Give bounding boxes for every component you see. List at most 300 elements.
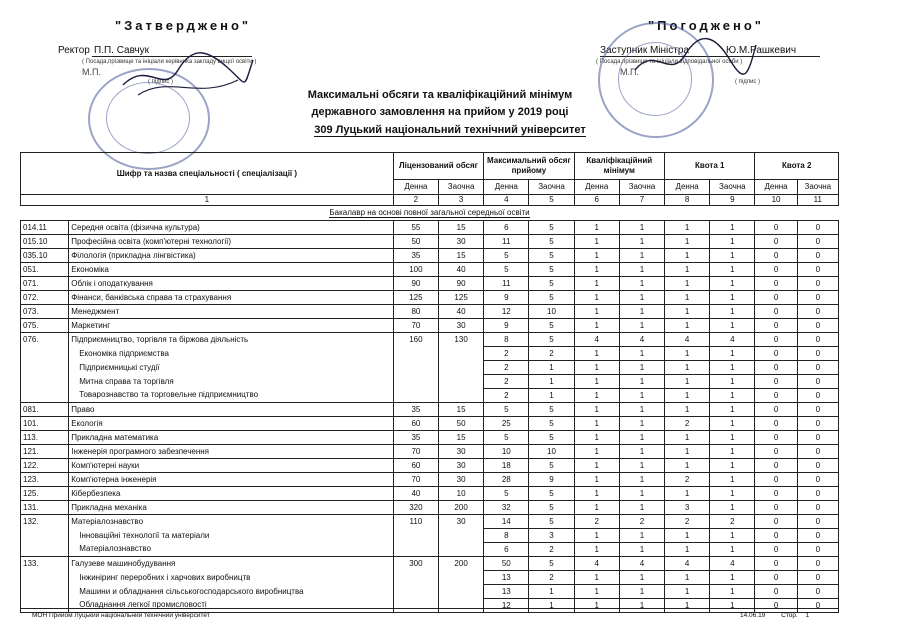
value-cell (393, 543, 438, 557)
specialty-code: 123. (21, 473, 69, 487)
mode-part: Заочна (797, 180, 838, 195)
column-number: 4 (484, 195, 529, 206)
value-cell: 8 (484, 333, 529, 347)
value-cell: 0 (797, 585, 838, 599)
specialty-code: 014.11 (21, 221, 69, 235)
value-cell: 1 (574, 501, 619, 515)
value-cell: 1 (665, 305, 710, 319)
value-cell: 14 (484, 515, 529, 529)
subspecialty-name: Інжиніринг переробних і харчових виробництв (69, 571, 394, 585)
specialty-code: 035.10 (21, 249, 69, 263)
mode-day: Денна (665, 180, 710, 195)
value-cell: 5 (529, 501, 574, 515)
specialty-code: 015.10 (21, 235, 69, 249)
value-cell: 1 (619, 445, 664, 459)
specialty-row (21, 319, 839, 333)
value-cell: 1 (619, 529, 664, 543)
value-cell: 2 (710, 515, 755, 529)
value-cell: 2 (484, 361, 529, 375)
value-cell: 1 (665, 431, 710, 445)
col-quota2-header: Квота 2 (755, 153, 839, 180)
section-row (21, 206, 839, 221)
value-cell: 0 (797, 235, 838, 249)
doc-heading-line2: державного замовлення на прийом у 2019 році (311, 106, 569, 118)
subspecialty-name: Інноваційні технології та матеріали (69, 529, 394, 543)
value-cell: 0 (797, 473, 838, 487)
value-cell: 1 (710, 417, 755, 431)
value-cell: 0 (755, 333, 797, 347)
section-title-cell (21, 206, 839, 221)
value-cell: 1 (529, 389, 574, 403)
rector-caption: ( Посада,прізвище та ініціали керівника закладу вищої освіти ) (82, 59, 257, 65)
specialty-name: Менеджмент (69, 305, 394, 319)
value-cell: 50 (393, 235, 438, 249)
value-cell: 5 (529, 417, 574, 431)
column-number: 10 (755, 195, 797, 206)
value-cell: 40 (393, 487, 438, 501)
value-cell: 1 (665, 487, 710, 501)
value-cell: 1 (665, 403, 710, 417)
subspecialty-row (21, 571, 839, 585)
value-cell: 0 (797, 459, 838, 473)
value-cell: 5 (484, 249, 529, 263)
value-cell: 0 (797, 347, 838, 361)
value-cell: 1 (710, 305, 755, 319)
value-cell: 0 (755, 571, 797, 585)
value-cell: 1 (619, 235, 664, 249)
value-cell: 1 (710, 389, 755, 403)
value-cell: 1 (619, 487, 664, 501)
value-cell: 10 (439, 487, 484, 501)
value-cell: 100 (393, 263, 438, 277)
value-cell: 1 (619, 389, 664, 403)
value-cell: 1 (710, 361, 755, 375)
subspecialty-row (21, 585, 839, 599)
specialty-code: 101. (21, 417, 69, 431)
value-cell: 70 (393, 445, 438, 459)
col-specialty-header: Шифр та назва спеціальності ( спеціалізації ) (21, 153, 394, 195)
value-cell: 1 (529, 361, 574, 375)
value-cell: 4 (574, 333, 619, 347)
value-cell: 13 (484, 571, 529, 585)
value-cell (393, 389, 438, 403)
value-cell: 35 (393, 249, 438, 263)
value-cell: 2 (619, 515, 664, 529)
value-cell: 1 (619, 473, 664, 487)
value-cell: 70 (393, 473, 438, 487)
value-cell: 1 (710, 249, 755, 263)
value-cell: 30 (439, 473, 484, 487)
value-cell: 0 (755, 543, 797, 557)
value-cell: 5 (529, 557, 574, 571)
value-cell: 5 (484, 431, 529, 445)
value-cell: 1 (574, 389, 619, 403)
value-cell: 1 (619, 277, 664, 291)
rector-signature (118, 40, 258, 110)
value-cell: 1 (574, 585, 619, 599)
value-cell: 1 (619, 361, 664, 375)
value-cell: 12 (484, 599, 529, 613)
value-cell: 0 (797, 319, 838, 333)
value-cell: 8 (484, 529, 529, 543)
value-cell: 5 (529, 221, 574, 235)
specialty-row (21, 291, 839, 305)
value-cell: 1 (574, 529, 619, 543)
value-cell: 1 (619, 347, 664, 361)
deputy-mp: М.П. (620, 67, 639, 77)
value-cell: 0 (755, 515, 797, 529)
value-cell: 9 (484, 319, 529, 333)
value-cell: 2 (484, 347, 529, 361)
value-cell (439, 571, 484, 585)
value-cell: 1 (574, 319, 619, 333)
value-cell: 5 (529, 249, 574, 263)
value-cell: 5 (529, 263, 574, 277)
column-number: 8 (665, 195, 710, 206)
value-cell: 0 (797, 529, 838, 543)
value-cell: 0 (755, 445, 797, 459)
specialty-code (21, 361, 69, 375)
specialty-code: 113. (21, 431, 69, 445)
subspecialty-row (21, 543, 839, 557)
value-cell: 0 (797, 403, 838, 417)
value-cell: 0 (755, 585, 797, 599)
value-cell: 5 (529, 277, 574, 291)
specialty-row (21, 515, 839, 529)
specialty-code: 133. (21, 557, 69, 571)
value-cell: 2 (665, 417, 710, 431)
value-cell: 1 (665, 375, 710, 389)
value-cell: 0 (797, 291, 838, 305)
subspecialty-name: Митна справа та торгівля (69, 375, 394, 389)
value-cell: 5 (529, 319, 574, 333)
value-cell: 2 (529, 543, 574, 557)
value-cell: 1 (619, 571, 664, 585)
value-cell: 15 (439, 431, 484, 445)
value-cell: 80 (393, 305, 438, 319)
value-cell: 0 (755, 235, 797, 249)
value-cell: 5 (484, 263, 529, 277)
value-cell: 40 (439, 305, 484, 319)
value-cell: 1 (665, 291, 710, 305)
value-cell: 1 (619, 291, 664, 305)
value-cell (439, 347, 484, 361)
value-cell: 5 (529, 431, 574, 445)
value-cell: 1 (574, 263, 619, 277)
value-cell (393, 361, 438, 375)
value-cell: 1 (574, 571, 619, 585)
value-cell: 25 (484, 417, 529, 431)
specialty-code (21, 543, 69, 557)
value-cell: 0 (755, 305, 797, 319)
value-cell: 0 (755, 501, 797, 515)
admission-table (20, 152, 839, 613)
value-cell: 1 (665, 599, 710, 613)
value-cell: 0 (755, 529, 797, 543)
value-cell: 1 (710, 431, 755, 445)
value-cell: 0 (755, 347, 797, 361)
value-cell: 1 (665, 529, 710, 543)
value-cell: 3 (529, 529, 574, 543)
value-cell: 4 (710, 557, 755, 571)
specialty-code: 051. (21, 263, 69, 277)
value-cell: 4 (574, 557, 619, 571)
value-cell: 4 (619, 333, 664, 347)
value-cell: 1 (574, 291, 619, 305)
value-cell: 1 (710, 473, 755, 487)
value-cell: 4 (665, 557, 710, 571)
specialty-code: 075. (21, 319, 69, 333)
value-cell: 125 (393, 291, 438, 305)
value-cell: 1 (710, 263, 755, 277)
specialty-row (21, 445, 839, 459)
subspecialty-row (21, 389, 839, 403)
value-cell: 32 (484, 501, 529, 515)
value-cell: 13 (484, 585, 529, 599)
specialty-name: Маркетинг (69, 319, 394, 333)
value-cell: 5 (529, 487, 574, 501)
value-cell: 1 (710, 347, 755, 361)
specialty-row (21, 403, 839, 417)
value-cell: 15 (439, 221, 484, 235)
value-cell: 0 (797, 515, 838, 529)
value-cell: 1 (665, 445, 710, 459)
specialty-code: 076. (21, 333, 69, 347)
specialty-row (21, 235, 839, 249)
value-cell (439, 585, 484, 599)
value-cell: 50 (484, 557, 529, 571)
specialty-code (21, 571, 69, 585)
specialty-name: Галузеве машинобудування (69, 557, 394, 571)
subspecialty-name: Товарознавство та торговельне підприємництво (69, 389, 394, 403)
value-cell: 1 (619, 501, 664, 515)
value-cell: 0 (755, 557, 797, 571)
value-cell (393, 347, 438, 361)
value-cell: 1 (710, 235, 755, 249)
column-number: 1 (21, 195, 394, 206)
value-cell: 0 (755, 431, 797, 445)
value-cell: 60 (393, 417, 438, 431)
rector-label: Ректор (58, 45, 90, 56)
value-cell: 6 (484, 543, 529, 557)
value-cell: 0 (755, 249, 797, 263)
deputy-sign-caption: ( підпис ) (735, 79, 761, 85)
value-cell: 0 (755, 319, 797, 333)
specialty-row (21, 333, 839, 347)
mode-part: Заочна (619, 180, 664, 195)
value-cell: 1 (574, 599, 619, 613)
specialty-name: Прикладна механіка (69, 501, 394, 515)
deputy-minister-role: Заступник Міністра (600, 45, 689, 56)
specialty-row (21, 501, 839, 515)
footer-source: МОН Прийом Луцький національний технічний університет (32, 612, 210, 619)
value-cell (393, 585, 438, 599)
column-number: 11 (797, 195, 838, 206)
value-cell (393, 529, 438, 543)
specialty-name: Екологія (69, 417, 394, 431)
value-cell: 11 (484, 277, 529, 291)
deputy-caption: ( Посада,прізвище та ініціали відповідальної особи ) (596, 59, 743, 65)
value-cell: 30 (439, 459, 484, 473)
value-cell: 1 (710, 319, 755, 333)
value-cell: 30 (439, 235, 484, 249)
value-cell: 0 (755, 375, 797, 389)
value-cell: 1 (619, 459, 664, 473)
value-cell: 90 (393, 277, 438, 291)
value-cell: 40 (439, 263, 484, 277)
value-cell: 1 (619, 319, 664, 333)
value-cell (439, 361, 484, 375)
subspecialty-name: Матеріалознавство (69, 543, 394, 557)
specialty-name: Інженерія програмного забезпечення (69, 445, 394, 459)
value-cell: 2 (484, 389, 529, 403)
value-cell: 0 (797, 333, 838, 347)
value-cell: 1 (710, 599, 755, 613)
value-cell: 35 (393, 403, 438, 417)
specialty-name: Комп'ютерна інженерія (69, 473, 394, 487)
value-cell: 0 (797, 557, 838, 571)
column-number: 7 (619, 195, 664, 206)
specialty-row (21, 221, 839, 235)
university-name: 309 Луцький національний технічний університет (314, 124, 586, 136)
value-cell: 1 (665, 319, 710, 333)
value-cell: 0 (797, 417, 838, 431)
value-cell: 2 (529, 571, 574, 585)
value-cell: 0 (755, 361, 797, 375)
value-cell: 1 (710, 529, 755, 543)
specialty-row (21, 473, 839, 487)
value-cell: 1 (574, 249, 619, 263)
value-cell: 15 (439, 403, 484, 417)
value-cell: 1 (710, 543, 755, 557)
value-cell: 10 (484, 445, 529, 459)
value-cell: 1 (665, 459, 710, 473)
specialty-code: 131. (21, 501, 69, 515)
value-cell: 0 (755, 277, 797, 291)
value-cell: 4 (665, 333, 710, 347)
approved-title: "Затверджено" (115, 18, 252, 33)
specialty-name: Філологія (прикладна лінгвістика) (69, 249, 394, 263)
specialty-code (21, 389, 69, 403)
value-cell: 30 (439, 319, 484, 333)
value-cell (439, 389, 484, 403)
value-cell: 1 (619, 417, 664, 431)
value-cell: 1 (574, 221, 619, 235)
value-cell: 1 (529, 599, 574, 613)
rector-sign-caption: ( підпис ) (148, 79, 174, 85)
value-cell: 28 (484, 473, 529, 487)
value-cell: 0 (755, 487, 797, 501)
specialty-code: 121. (21, 445, 69, 459)
value-cell: 1 (619, 543, 664, 557)
value-cell: 0 (755, 221, 797, 235)
footer-page-label: Стор. (781, 612, 798, 619)
column-number: 6 (574, 195, 619, 206)
value-cell: 1 (665, 347, 710, 361)
col-quota1-header: Квота 1 (665, 153, 755, 180)
value-cell (439, 543, 484, 557)
value-cell: 70 (393, 319, 438, 333)
specialty-row (21, 431, 839, 445)
value-cell: 0 (797, 249, 838, 263)
value-cell: 320 (393, 501, 438, 515)
specialty-code: 081. (21, 403, 69, 417)
value-cell: 60 (393, 459, 438, 473)
mode-day: Денна (755, 180, 797, 195)
specialty-name: Середня освіта (фізична культура) (69, 221, 394, 235)
value-cell: 1 (619, 585, 664, 599)
mode-day: Денна (574, 180, 619, 195)
value-cell: 1 (619, 263, 664, 277)
value-cell: 0 (797, 389, 838, 403)
column-number: 3 (439, 195, 484, 206)
value-cell: 0 (797, 277, 838, 291)
value-cell (439, 529, 484, 543)
value-cell: 50 (439, 417, 484, 431)
value-cell: 1 (574, 235, 619, 249)
doc-heading-line1: Максимальні обсяги та кваліфікаційний мінімум (307, 89, 573, 101)
specialty-name: Облік і оподаткування (69, 277, 394, 291)
deputy-signature (630, 30, 760, 90)
value-cell: 0 (797, 431, 838, 445)
value-cell: 0 (797, 571, 838, 585)
value-cell: 0 (755, 403, 797, 417)
value-cell: 0 (797, 361, 838, 375)
value-cell: 0 (755, 459, 797, 473)
column-number: 9 (710, 195, 755, 206)
value-cell: 5 (484, 403, 529, 417)
value-cell: 4 (710, 333, 755, 347)
value-cell: 4 (619, 557, 664, 571)
specialty-code (21, 375, 69, 389)
value-cell: 55 (393, 221, 438, 235)
value-cell: 30 (439, 445, 484, 459)
column-number: 2 (393, 195, 438, 206)
value-cell: 1 (574, 473, 619, 487)
value-cell: 1 (529, 375, 574, 389)
footer-page-number: 1 (805, 612, 810, 619)
value-cell: 5 (529, 235, 574, 249)
value-cell: 1 (710, 501, 755, 515)
value-cell: 200 (439, 557, 484, 571)
specialty-code: 073. (21, 305, 69, 319)
specialty-row (21, 263, 839, 277)
value-cell: 1 (710, 445, 755, 459)
value-cell: 1 (574, 487, 619, 501)
value-cell: 5 (484, 487, 529, 501)
value-cell: 5 (529, 291, 574, 305)
value-cell: 1 (665, 543, 710, 557)
mode-day: Денна (393, 180, 438, 195)
value-cell: 125 (439, 291, 484, 305)
specialty-code: 125. (21, 487, 69, 501)
specialty-code: 072. (21, 291, 69, 305)
specialty-name: Прикладна математика (69, 431, 394, 445)
value-cell: 1 (619, 375, 664, 389)
footer-date: 14.06.19 (740, 612, 766, 619)
value-cell: 10 (529, 445, 574, 459)
value-cell: 5 (529, 515, 574, 529)
value-cell: 0 (797, 487, 838, 501)
value-cell (393, 375, 438, 389)
value-cell: 1 (574, 543, 619, 557)
specialty-code: 132. (21, 515, 69, 529)
value-cell: 1 (574, 431, 619, 445)
value-cell: 9 (529, 473, 574, 487)
column-number-row (21, 195, 839, 206)
value-cell: 1 (665, 361, 710, 375)
value-cell: 1 (574, 305, 619, 319)
